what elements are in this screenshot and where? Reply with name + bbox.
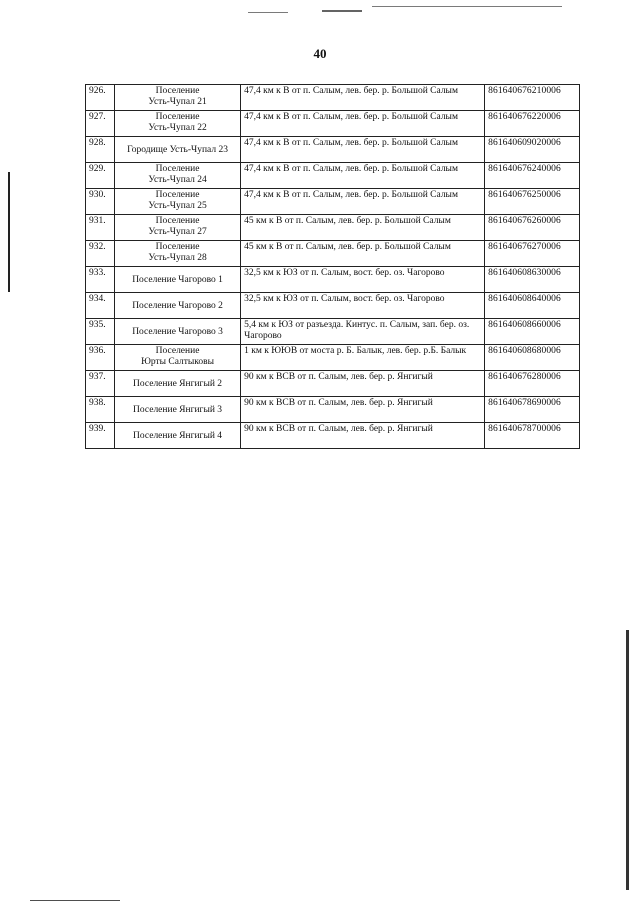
registry-code: 861640676270006 xyxy=(485,241,580,267)
scan-bar-right xyxy=(626,630,629,890)
row-number: 937. xyxy=(86,371,115,397)
site-location: 45 км к В от п. Салым, лев. бер. р. Большой Салым xyxy=(241,241,485,267)
site-name-line: Усть-Чупал 21 xyxy=(148,97,207,107)
site-name-line: Поселение Чагорово 2 xyxy=(132,301,223,311)
row-number: 934. xyxy=(86,293,115,319)
site-name xyxy=(114,215,240,241)
site-name-line: Усть-Чупал 25 xyxy=(148,201,207,211)
registry-code: 861640609020006 xyxy=(485,137,580,163)
site-name xyxy=(114,371,240,397)
site-location: 45 км к В от п. Салым, лев. бер. р. Большой Салым xyxy=(241,215,485,241)
row-number: 935. xyxy=(86,319,115,345)
scan-line-top-right xyxy=(372,6,562,7)
site-location: 32,5 км к ЮЗ от п. Салым, вост. бер. оз. Чагорово xyxy=(241,267,485,293)
site-name xyxy=(114,137,240,163)
row-number: 939. xyxy=(86,423,115,449)
registry-table xyxy=(85,84,580,449)
site-name xyxy=(114,397,240,423)
site-name xyxy=(114,293,240,319)
site-name xyxy=(114,345,240,371)
site-name-line: Усть-Чупал 28 xyxy=(148,253,207,263)
site-location: 47,4 км к В от п. Салым, лев. бер. р. Большой Салым xyxy=(241,85,485,111)
site-location: 90 км к ВСВ от п. Салым, лев. бер. р. Янгигый xyxy=(241,371,485,397)
site-name-line: Поселение Янгигый 2 xyxy=(133,379,223,389)
table-row xyxy=(86,293,580,319)
site-name-line: Поселение xyxy=(155,112,200,122)
site-name xyxy=(114,111,240,137)
site-location: 90 км к ВСВ от п. Салым, лев. бер. р. Янгигый xyxy=(241,397,485,423)
site-name xyxy=(114,189,240,215)
scan-smudge-top xyxy=(248,12,288,13)
registry-code: 861640608660006 xyxy=(485,319,580,345)
site-name-line: Поселение Чагорово 1 xyxy=(132,275,223,285)
registry-code: 861640676210006 xyxy=(485,85,580,111)
site-location: 90 км к ВСВ от п. Салым, лев. бер. р. Янгигый xyxy=(241,423,485,449)
registry-code: 861640676240006 xyxy=(485,163,580,189)
row-number: 928. xyxy=(86,137,115,163)
site-name-line: Поселение Чагорово 3 xyxy=(132,327,223,337)
site-location: 32,5 км к ЮЗ от п. Салым, вост. бер. оз. Чагорово xyxy=(241,293,485,319)
row-number: 926. xyxy=(86,85,115,111)
table-row xyxy=(86,267,580,293)
site-name-line: Юрты Салтыковы xyxy=(141,357,215,367)
registry-code: 861640678700006 xyxy=(485,423,580,449)
site-name xyxy=(114,241,240,267)
table-row xyxy=(86,319,580,345)
row-number: 933. xyxy=(86,267,115,293)
table-row xyxy=(86,241,580,267)
scan-bar-left xyxy=(8,172,10,292)
site-name-line: Поселение Янгигый 3 xyxy=(133,405,223,415)
site-name-line: Поселение xyxy=(155,242,200,252)
table-row xyxy=(86,397,580,423)
site-location: 1 км к ЮЮВ от моста р. Б. Балык, лев. бер. р.Б. Балык xyxy=(241,345,485,371)
registry-code: 861640676260006 xyxy=(485,215,580,241)
table-row xyxy=(86,189,580,215)
table-row xyxy=(86,163,580,189)
page-number: 40 xyxy=(313,46,327,61)
table-row xyxy=(86,215,580,241)
registry-code: 861640676280006 xyxy=(485,371,580,397)
row-number: 927. xyxy=(86,111,115,137)
table-row xyxy=(86,111,580,137)
site-name-line: Усть-Чупал 22 xyxy=(148,123,207,133)
site-name-line: Поселение xyxy=(155,216,200,226)
site-location: 47,4 км к В от п. Салым, лев. бер. р. Большой Салым xyxy=(241,111,485,137)
site-location: 47,4 км к В от п. Салым, лев. бер. р. Большой Салым xyxy=(241,189,485,215)
site-name-line: Поселение xyxy=(155,190,200,200)
scan-line-bottom-left xyxy=(30,900,120,901)
registry-table-body xyxy=(86,85,580,449)
table-row xyxy=(86,345,580,371)
table-row xyxy=(86,137,580,163)
site-name xyxy=(114,423,240,449)
site-name-line: Городище Усть-Чупал 23 xyxy=(127,145,228,155)
site-name-line: Поселение xyxy=(155,164,200,174)
site-name-line: Поселение Янгигый 4 xyxy=(133,431,223,441)
site-name-line: Поселение xyxy=(155,346,200,356)
registry-code: 861640608640006 xyxy=(485,293,580,319)
table-row xyxy=(86,423,580,449)
row-number: 932. xyxy=(86,241,115,267)
site-location: 5,4 км к ЮЗ от разъезда. Кинтус. п. Салым, зап. бер. оз. Чагорово xyxy=(241,319,485,345)
site-location: 47,4 км к В от п. Салым, лев. бер. р. Большой Салым xyxy=(241,163,485,189)
table-row xyxy=(86,371,580,397)
table-row xyxy=(86,85,580,111)
scan-smudge-top-2 xyxy=(322,10,362,12)
registry-code: 861640676250006 xyxy=(485,189,580,215)
row-number: 936. xyxy=(86,345,115,371)
site-name xyxy=(114,163,240,189)
registry-code: 861640678690006 xyxy=(485,397,580,423)
row-number: 938. xyxy=(86,397,115,423)
registry-code: 861640676220006 xyxy=(485,111,580,137)
site-name-line: Усть-Чупал 24 xyxy=(148,175,207,185)
row-number: 931. xyxy=(86,215,115,241)
site-name-line: Поселение xyxy=(155,86,200,96)
site-name xyxy=(114,267,240,293)
row-number: 929. xyxy=(86,163,115,189)
registry-code: 861640608630006 xyxy=(485,267,580,293)
site-location: 47,4 км к В от п. Салым, лев. бер. р. Большой Салым xyxy=(241,137,485,163)
site-name xyxy=(114,85,240,111)
registry-code: 861640608680006 xyxy=(485,345,580,371)
site-name xyxy=(114,319,240,345)
row-number: 930. xyxy=(86,189,115,215)
site-name-line: Усть-Чупал 27 xyxy=(148,227,207,237)
